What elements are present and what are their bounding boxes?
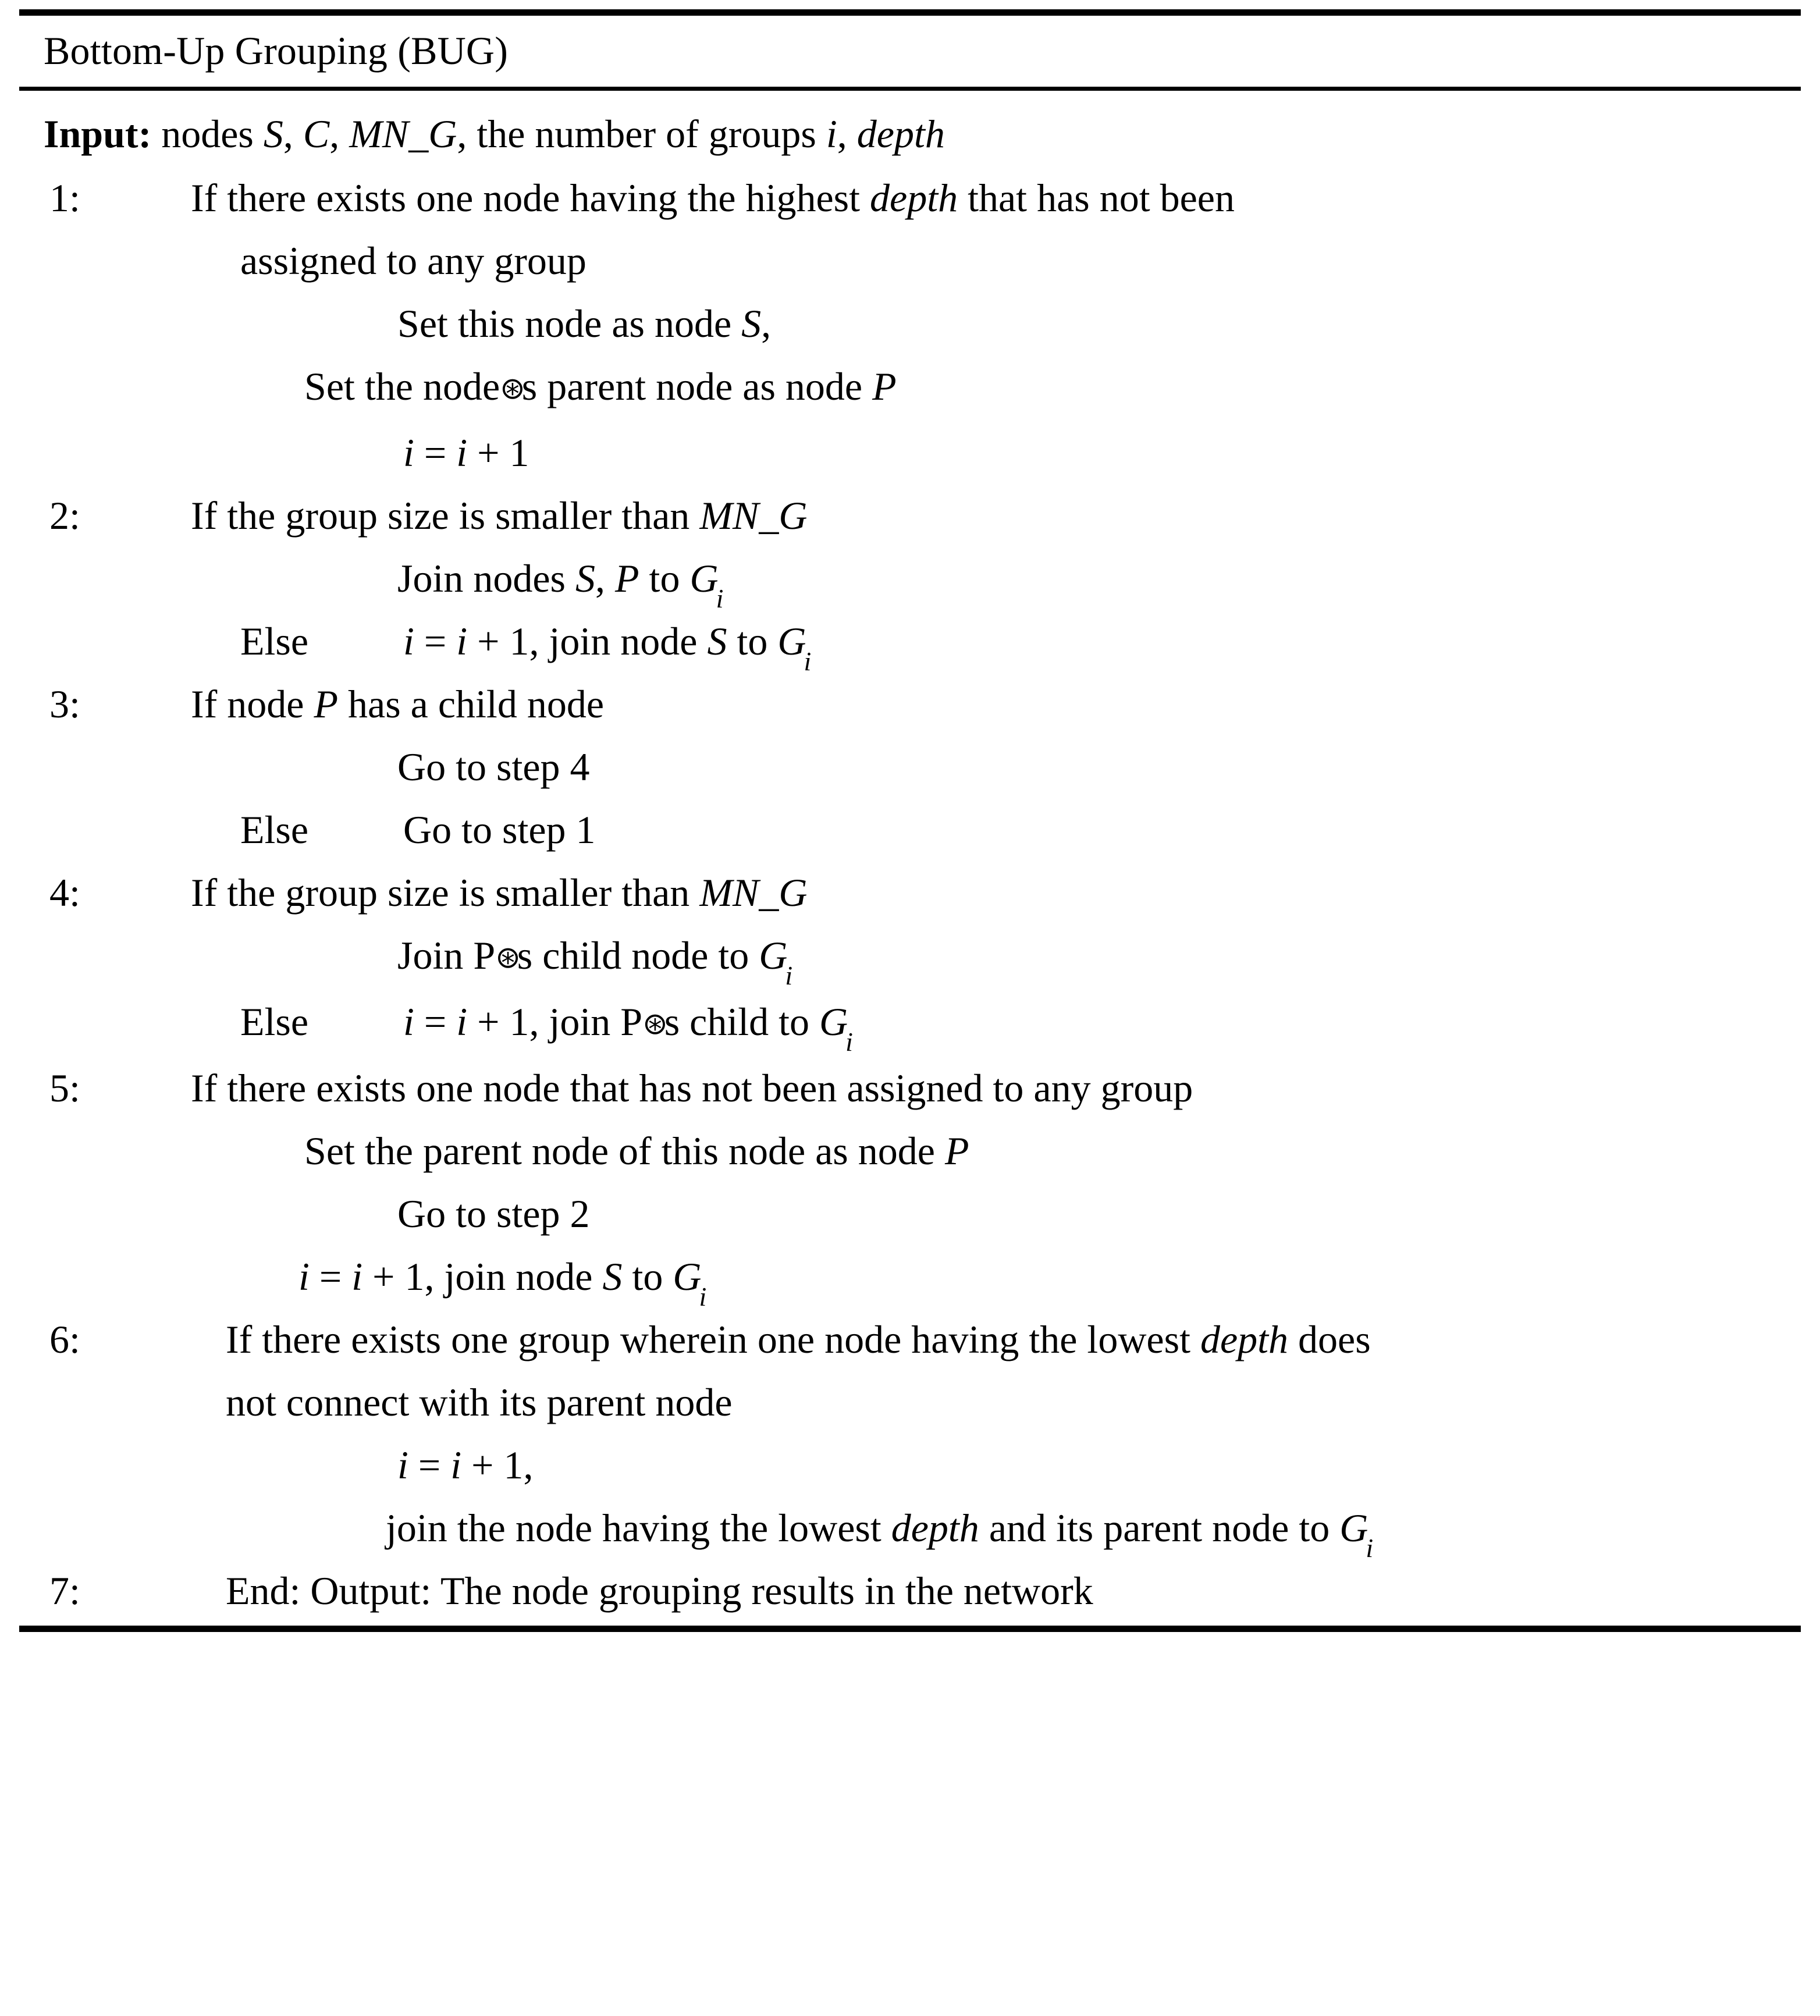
algorithm-input-line [19,91,1801,166]
input-italic-1: S [263,112,283,156]
step-line-continuation [19,421,1801,484]
italic-variable: MN_G [699,493,808,538]
step-text: Go to step 1 [403,808,596,852]
step-text: s child to [664,1000,820,1044]
step-line-continuation [19,355,1801,421]
step-number: 7: [49,1569,80,1613]
step-text: = [414,1000,457,1044]
step-text: End: Output: The node grouping results in the network [226,1569,1093,1613]
input-plain-5: , [837,112,857,156]
step-line-primary [19,861,1801,924]
step-line-continuation [19,735,1801,798]
input-plain-3: , [329,112,350,156]
step-number: 3: [49,682,80,726]
italic-variable: S [707,619,727,663]
step-text: does [1288,1317,1371,1361]
step-text: = [309,1254,352,1299]
italic-variable: i [456,431,468,475]
top-rule [19,9,1801,16]
input-italic-3: MN_G [349,112,457,156]
italic-variable: i [450,1443,462,1487]
input-plain-1: nodes [151,112,264,156]
step-text: Join nodes [397,556,575,600]
step-text: to [727,619,778,663]
step-number: 4: [49,870,80,915]
garbled-apostrophe-icon: ⊛ [642,1007,653,1041]
algorithm-box [19,0,1801,2016]
step-line-primary [19,673,1801,735]
step-text: If there exists one node that has not been assigned to any group [191,1066,1193,1110]
italic-variable: P [615,556,639,600]
step-text: If the group size is smaller than [191,870,700,915]
else-keyword: Else [240,619,309,663]
italic-variable: P [872,364,897,408]
italic-variable: i [403,431,414,475]
step-line-continuation [19,547,1801,613]
step-text: Set the parent node of this node as node [304,1129,945,1173]
step-text: assigned to any group [240,239,586,283]
step-text: Go to step 2 [397,1192,590,1236]
italic-variable: S [602,1254,623,1299]
garbled-apostrophe-icon: ⊛ [500,371,510,406]
step-line-continuation [19,1434,1801,1496]
step-text: to [639,556,690,600]
step-line-continuation [19,610,1801,676]
else-keyword: Else [240,1000,309,1044]
italic-variable: depth [1200,1317,1289,1361]
italic-variable: G [819,1000,848,1044]
step-line-continuation [19,229,1801,292]
step-text: , [761,301,772,346]
step-line-continuation [19,798,1801,861]
step-text: = [408,1443,451,1487]
step-text: + 1, join node [362,1254,603,1299]
step-text: + 1 [467,431,529,475]
step-line-primary [19,166,1801,229]
step-text: not connect with its parent node [226,1380,733,1424]
else-keyword: Else [240,808,309,852]
step-text: and its parent node to [979,1506,1340,1550]
step-text: Set this node as node [397,301,742,346]
subscript-index: i [785,960,793,990]
italic-variable: MN_G [699,870,808,915]
bottom-rule [19,1626,1801,1632]
italic-variable: i [298,1254,310,1299]
step-text: join the node having the lowest [386,1506,891,1550]
step-text: s child node to [517,933,759,977]
step-line-continuation [19,292,1801,355]
step-line-continuation [19,1371,1801,1434]
step-text: = [414,431,457,475]
step-text: s parent node as node [521,364,873,408]
italic-variable: i [397,1443,408,1487]
step-text: to [622,1254,673,1299]
subscript-index: i [1366,1533,1374,1563]
step-number: 6: [49,1317,80,1361]
step-line-continuation [19,1119,1801,1182]
subscript-index: i [804,646,812,676]
step-text: If there exists one node having the highest [191,176,870,220]
italic-variable: i [403,1000,414,1044]
step-line-continuation [19,924,1801,990]
italic-variable: P [944,1129,969,1173]
step-text: that has not been [958,176,1235,220]
step-number: 5: [49,1066,80,1110]
step-text: Go to step 4 [397,745,590,789]
step-line-continuation [19,1245,1801,1311]
step-line-primary [19,1308,1801,1371]
step-text: has a child node [338,682,605,726]
step-text: If node [191,682,314,726]
input-plain-4: , the number of groups [457,112,826,156]
italic-variable: depth [870,176,958,220]
subscript-index: i [716,583,724,613]
italic-variable: G [759,933,788,977]
step-text: , [595,556,615,600]
italic-variable: depth [891,1506,979,1550]
subscript-index: i [845,1026,853,1057]
input-keyword: Input: [44,112,152,156]
step-line-continuation [19,990,1801,1057]
step-line-primary [19,1057,1801,1119]
italic-variable: i [456,619,468,663]
step-text: = [414,619,457,663]
step-text: + 1, join P [467,1000,643,1044]
step-text: + 1, join node [467,619,708,663]
italic-variable: G [673,1254,702,1299]
step-number: 1: [49,176,80,220]
step-text: + 1, [461,1443,534,1487]
italic-variable: P [314,682,339,726]
step-line-continuation [19,1182,1801,1245]
input-italic-4: i [826,112,837,156]
italic-variable: G [1339,1506,1368,1550]
italic-variable: i [351,1254,363,1299]
input-plain-2: , [283,112,303,156]
italic-variable: G [777,619,806,663]
step-text: Set the node [304,364,500,408]
italic-variable: S [741,301,762,346]
step-text: Join P [397,933,496,977]
header-rule [19,87,1801,91]
step-text: If the group size is smaller than [191,493,700,538]
algorithm-steps [19,166,1801,1622]
step-line-primary [19,484,1801,547]
subscript-index: i [699,1281,707,1311]
step-line-primary [19,1559,1801,1622]
algorithm-title: Bottom-Up Grouping (BUG) [44,29,509,73]
italic-variable: i [403,619,414,663]
garbled-apostrophe-icon: ⊛ [495,940,506,975]
step-number: 2: [49,493,80,538]
step-text: If there exists one group wherein one node having the lowest [226,1317,1200,1361]
italic-variable: i [456,1000,468,1044]
italic-variable: S [575,556,595,600]
input-italic-2: C [303,112,330,156]
italic-variable: G [689,556,719,600]
input-italic-5: depth [856,112,945,156]
step-line-continuation [19,1496,1801,1563]
